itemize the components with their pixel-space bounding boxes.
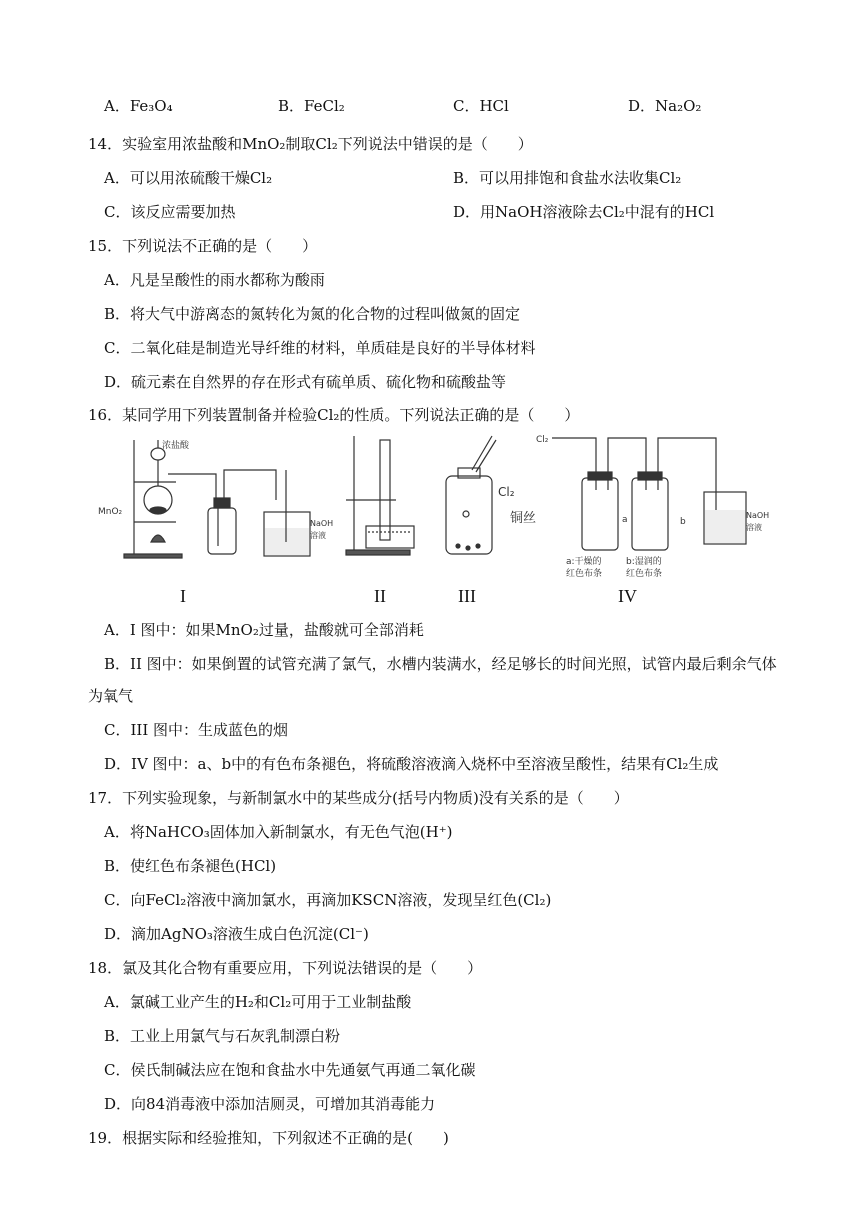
label-copper-wire: 铜丝 xyxy=(510,511,537,526)
q18-option-b: B．工业上用氯气与石灰乳制漂白粉 xyxy=(104,1027,341,1045)
label-cl2-inlet: Cl₂ xyxy=(536,435,549,445)
q17-option-b: B．使红色布条褪色(HCl) xyxy=(104,857,277,875)
label-mno2: MnO₂ xyxy=(98,507,123,517)
figure-label-4: IV xyxy=(618,586,637,606)
apparatus-1 xyxy=(98,439,333,558)
q18-stem: 18．氯及其化合物有重要应用，下列说法错误的是（ ） xyxy=(88,959,483,977)
q13-option-d: D．Na₂O₂ xyxy=(628,97,702,115)
q15-option-b: B．将大气中游离态的氮转化为氮的化合物的过程叫做氮的固定 xyxy=(104,305,521,323)
q18-option-c: C．侯氏制碱法应在饱和食盐水中先通氨气再通二氧化碳 xyxy=(104,1061,476,1079)
label-solution-1: 溶液 xyxy=(310,531,326,540)
q14-option-b: B．可以用排饱和食盐水法收集Cl₂ xyxy=(453,169,682,187)
q14-stem: 14．实验室用浓盐酸和MnO₂制取Cl₂下列说法中错误的是（ ） xyxy=(88,135,533,153)
q16-stem: 16．某同学用下列装置制备并检验Cl₂的性质。下列说法正确的是（ ） xyxy=(88,406,580,424)
figure-label-2: II xyxy=(374,586,386,606)
figure-label-3: III xyxy=(458,586,476,606)
label-a-desc-2: 红色布条 xyxy=(566,569,603,579)
q16-option-c: C．III 图中：生成蓝色的烟 xyxy=(104,721,289,739)
label-b-desc-1: b:湿润的 xyxy=(626,557,662,567)
q13-option-c: C．HCl xyxy=(453,97,509,115)
label-naoh-2: NaOH xyxy=(746,511,770,520)
q15-option-d: D．硫元素在自然界的存在形式有硫单质、硫化物和硫酸盐等 xyxy=(104,373,507,391)
q18-option-d: D．向84消毒液中添加洁厕灵，可增加其消毒能力 xyxy=(104,1095,436,1113)
label-solution-2: 溶液 xyxy=(746,523,762,532)
q17-option-d: D．滴加AgNO₃溶液生成白色沉淀(Cl⁻) xyxy=(104,925,369,943)
apparatus-2 xyxy=(346,436,414,555)
q16-option-a: A．I 图中：如果MnO₂过量，盐酸就可全部消耗 xyxy=(104,621,424,639)
figure-label-1: I xyxy=(180,586,186,606)
apparatus-3 xyxy=(446,436,536,554)
q15-stem: 15．下列说法不正确的是（ ） xyxy=(88,237,318,255)
label-cl2-bottle: Cl₂ xyxy=(498,485,515,499)
q14-option-a: A．可以用浓硫酸干燥Cl₂ xyxy=(104,169,273,187)
q16-option-d: D．IV 图中：a、b中的有色布条褪色，将硫酸溶液滴入烧杯中至溶液呈酸性，结果有Cl₂生成 xyxy=(104,755,719,773)
q14-option-d: D．用NaOH溶液除去Cl₂中混有的HCl xyxy=(453,203,715,221)
label-a: a xyxy=(622,515,628,525)
q16-option-b: B．II 图中：如果倒置的试管充满了氯气，水槽内装满水，经足够长的时间光照，试管内最后剩余气体 xyxy=(104,655,777,673)
label-b-desc-2: 红色布条 xyxy=(626,569,663,579)
q17-option-a: A．将NaHCO₃固体加入新制氯水，有无色气泡(H⁺) xyxy=(104,823,453,841)
apparatus-4 xyxy=(536,435,769,579)
q13-option-a: A．Fe₃O₄ xyxy=(104,97,173,115)
label-b: b xyxy=(680,517,686,527)
apparatus-diagram xyxy=(96,430,786,580)
label-a-desc-1: a:干燥的 xyxy=(566,557,602,567)
q16-option-b-continued: 为氧气 xyxy=(88,687,134,705)
label-naoh-1: NaOH xyxy=(310,519,334,528)
q17-stem: 17．下列实验现象，与新制氯水中的某些成分(括号内物质)没有关系的是（ ） xyxy=(88,789,629,807)
q14-option-c: C．该反应需要加热 xyxy=(104,203,236,221)
q18-option-a: A．氯碱工业产生的H₂和Cl₂可用于工业制盐酸 xyxy=(104,993,412,1011)
q19-stem: 19．根据实际和经验推知，下列叙述不正确的是( ) xyxy=(88,1129,449,1147)
label-conc-hcl: 浓盐酸 xyxy=(162,441,190,451)
q15-option-a: A．凡是呈酸性的雨水都称为酸雨 xyxy=(104,271,325,289)
q13-option-b: B．FeCl₂ xyxy=(278,97,345,115)
q16-apparatus-figure xyxy=(96,430,786,610)
q15-option-c: C．二氧化硅是制造光导纤维的材料，单质硅是良好的半导体材料 xyxy=(104,339,536,357)
q17-option-c: C．向FeCl₂溶液中滴加氯水，再滴加KSCN溶液，发现呈红色(Cl₂) xyxy=(104,891,552,909)
